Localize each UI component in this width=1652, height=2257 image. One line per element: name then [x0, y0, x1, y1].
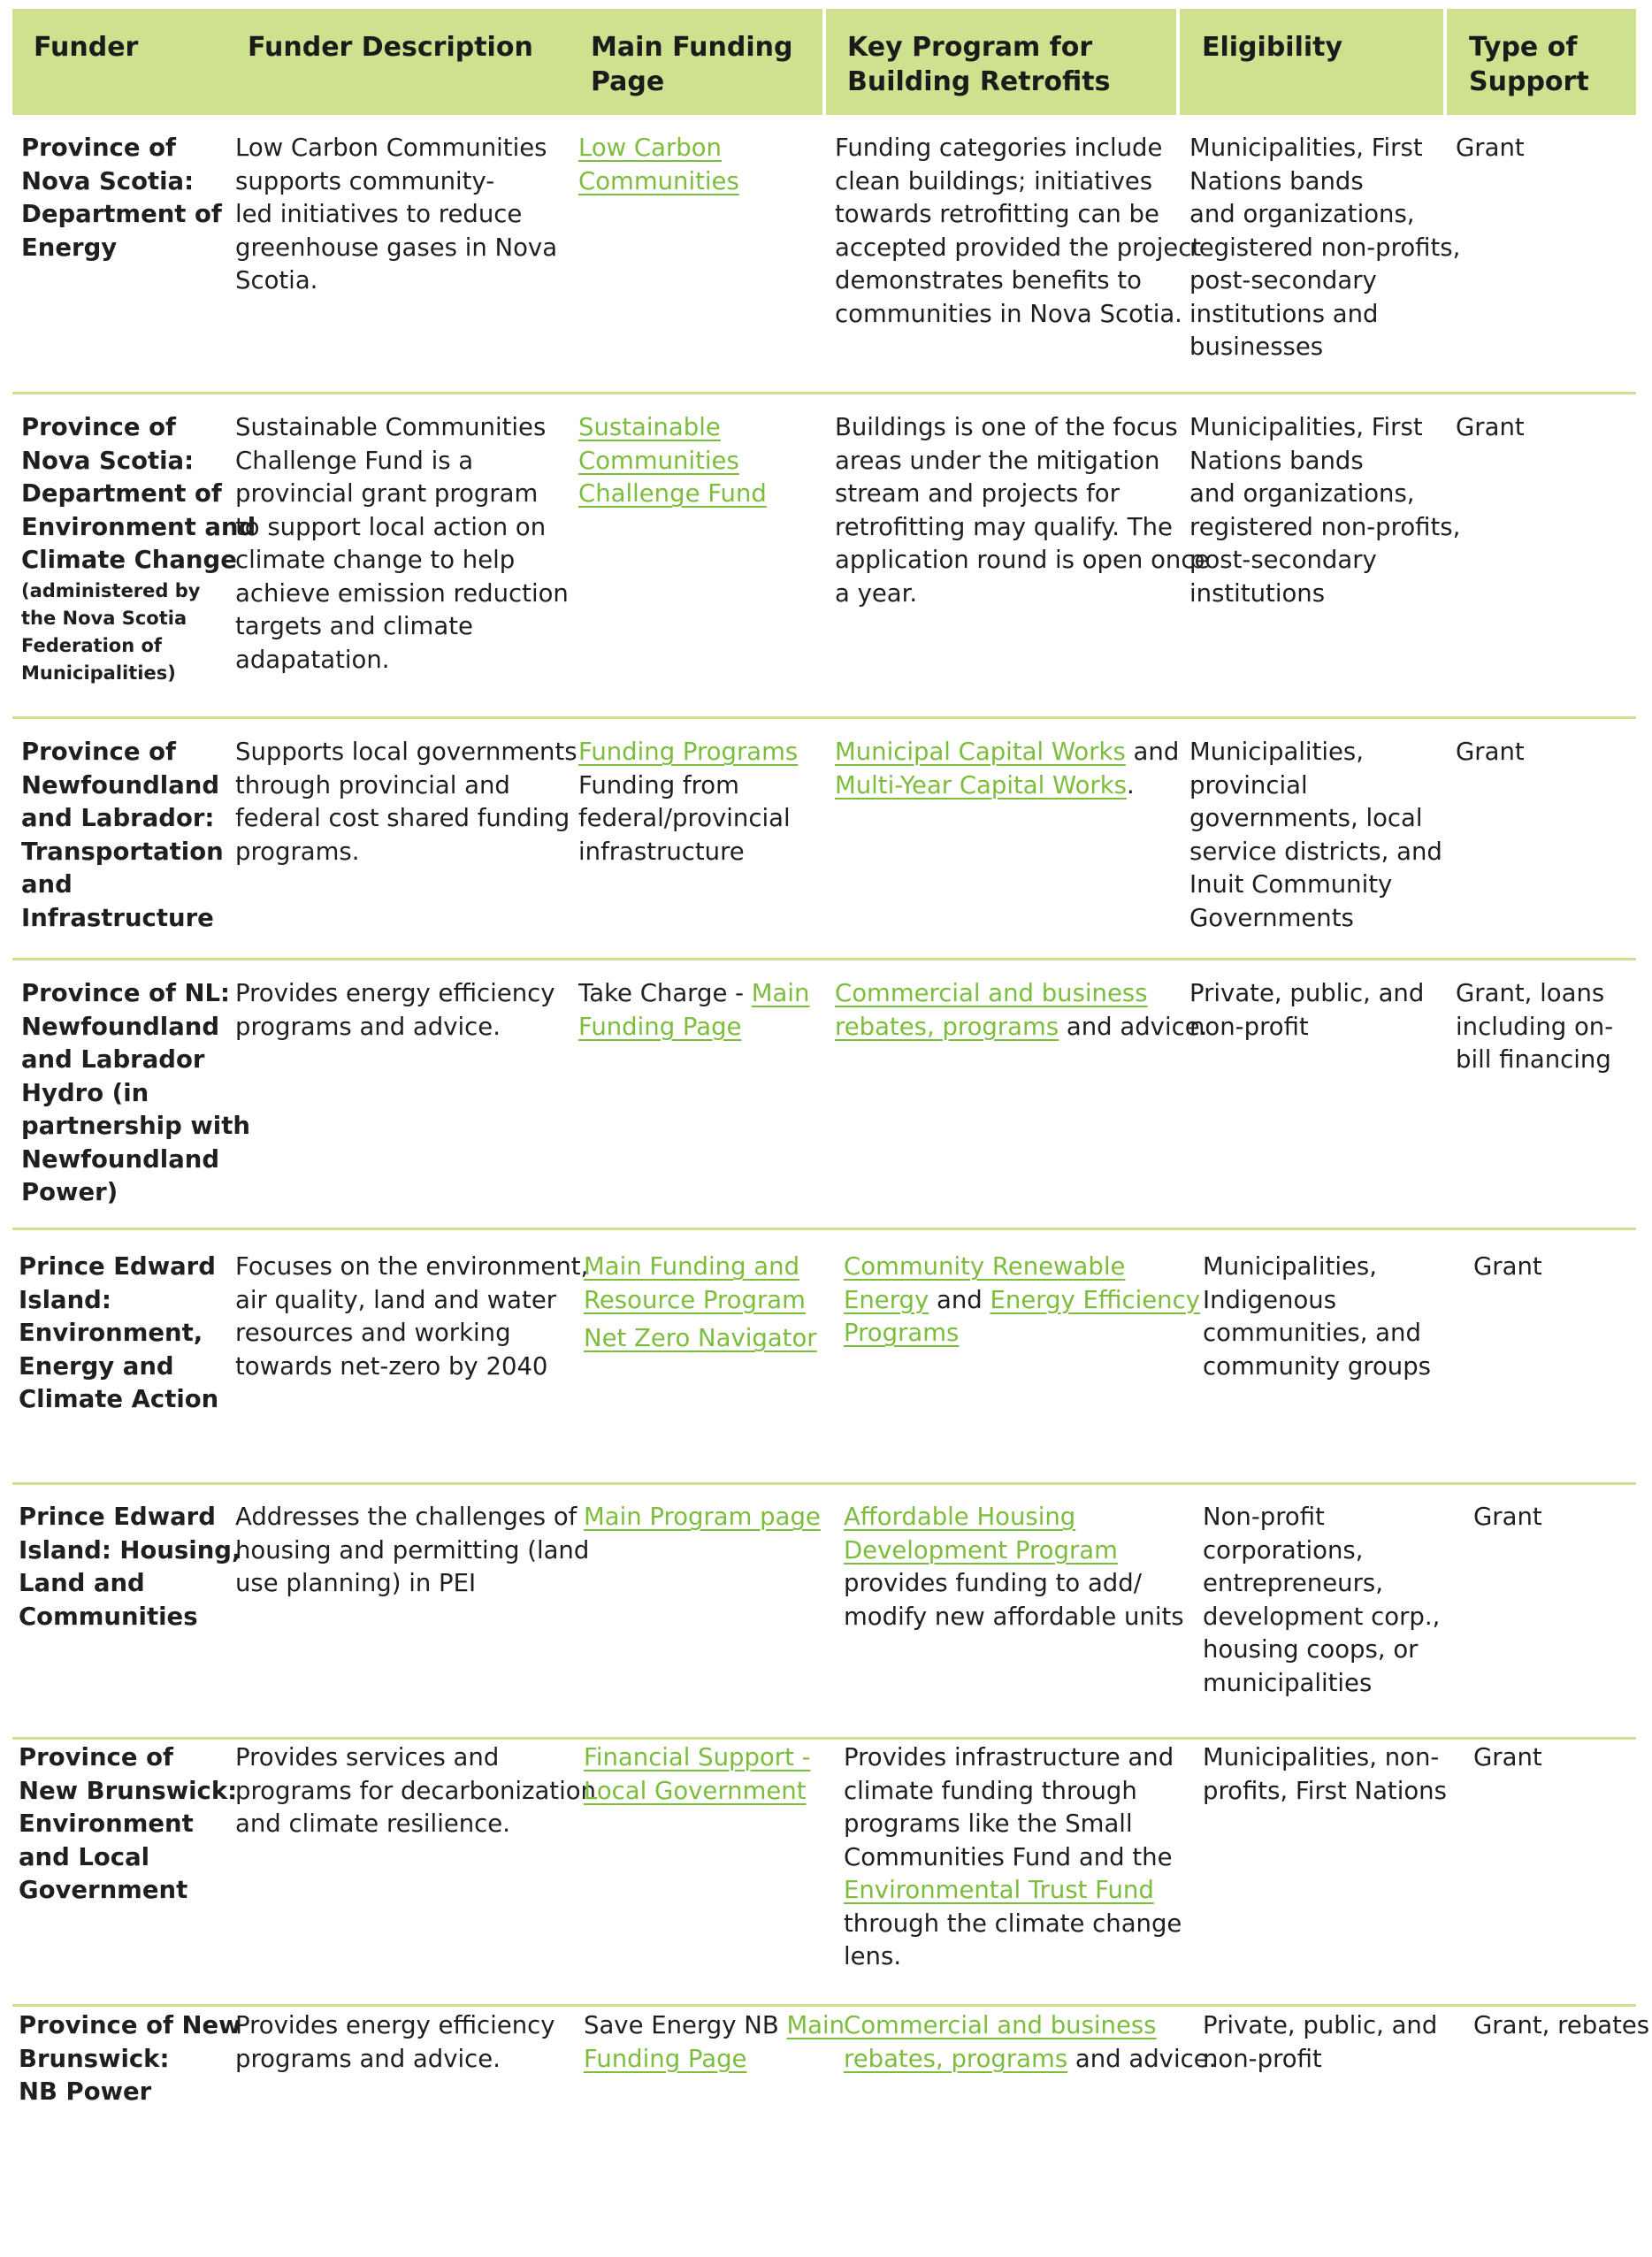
support-type: Grant: [1473, 1252, 1542, 1281]
row-divider: [12, 2004, 1636, 2007]
eligibility: Municipalities, Indigenous communities, and community groups: [1203, 1252, 1432, 1381]
header-main-page: Main Funding Page: [591, 32, 793, 97]
main-funding-link[interactable]: Financial Support - Local Government: [584, 1743, 811, 1805]
header-funder: Funder: [34, 32, 139, 63]
funder-description: Supports local governments through provincial and federal cost shared funding programs.: [235, 738, 577, 866]
funder-description: Sustainable Communities Challenge Fund is a provincial grant program to support local action on climate change to help achieve emission reduction targets and climate adapatation.: [235, 413, 569, 674]
program-text: .: [1126, 770, 1135, 800]
funder-description: Focuses on the environment, air quality, land and water resources and working towards net-zero by 2040: [235, 1252, 589, 1381]
funder-description: Provides energy efficiency programs and advice.: [235, 2011, 555, 2073]
main-funding-prefix: Take Charge -: [578, 979, 752, 1007]
funder-description: Addresses the challenges of housing and permitting (land use planning) in PEI: [235, 1503, 590, 1597]
main-funding-link[interactable]: Low Carbon Communities: [578, 134, 739, 195]
support-type: Grant: [1456, 134, 1525, 162]
header-key-program: Key Program for Building Retrofits: [847, 32, 1111, 97]
net-zero-navigator-link[interactable]: Net Zero Navigator: [584, 1324, 817, 1352]
main-funding-link[interactable]: Main: [786, 2011, 845, 2039]
header-eligibility: Eligibility: [1202, 32, 1343, 63]
eligibility: Municipalities, First Nations bands and organizations, registered non-profits, post-secondary institutions: [1189, 413, 1461, 608]
program-link[interactable]: rebates, programs: [835, 1012, 1059, 1041]
funder-name: Province of Nova Scotia: Department of Energy: [21, 134, 222, 262]
main-funding-prefix: Save Energy NB: [584, 2011, 787, 2039]
row-divider: [12, 958, 1636, 960]
program-text: and advice.: [1067, 2044, 1217, 2073]
main-funding-link[interactable]: Main Program page: [584, 1503, 821, 1531]
main-funding-link[interactable]: Funding Programs: [578, 738, 799, 766]
support-type: Grant, loans including on- bill financing: [1456, 979, 1614, 1074]
program-link[interactable]: Multi-Year Capital Works: [835, 770, 1127, 800]
program-link[interactable]: Environmental Trust Fund: [844, 1876, 1154, 1904]
eligibility: Non-profit corporations, entrepreneurs, development corp., housing coops, or municipalities: [1203, 1503, 1441, 1697]
program-link[interactable]: Commercial and business: [844, 2011, 1157, 2039]
program-link[interactable]: Affordable Housing Development Program: [844, 1503, 1118, 1565]
main-funding-link[interactable]: Main Funding and Resource Program: [584, 1252, 806, 1314]
row-divider: [12, 716, 1636, 719]
program-link[interactable]: rebates, programs: [844, 2044, 1068, 2073]
support-type: Grant: [1456, 413, 1525, 441]
support-type: Grant: [1473, 1503, 1542, 1531]
main-funding-link[interactable]: Funding Page: [578, 1012, 742, 1041]
funder-name: Prince Edward Island: Environment, Energy and Climate Action: [19, 1252, 219, 1413]
header-divider: [822, 9, 826, 115]
main-funding-link[interactable]: Sustainable Communities Challenge Fund: [578, 413, 767, 508]
funder-description: Low Carbon Communities supports community- led initiatives to reduce greenhouse gases in Nova Scotia.: [235, 134, 558, 295]
key-program: Funding categories include clean buildings; initiatives towards retrofitting can be accepted provided the project demonstrates benefits to communities in Nova Scotia.: [835, 134, 1202, 328]
row-divider: [12, 392, 1636, 394]
key-program: Buildings is one of the focus areas under the mitigation stream and projects for retrofitting may qualify. The application round is open once a year.: [835, 413, 1210, 608]
funder-description: Provides energy efficiency programs and advice.: [235, 979, 555, 1041]
header-support: Type of Support: [1469, 32, 1589, 97]
main-funding-link[interactable]: Funding Page: [584, 2044, 747, 2073]
program-text: Provides infrastructure and climate funding through programs like the Small Communities Fund and the: [844, 1743, 1174, 1871]
program-link[interactable]: Programs: [844, 1319, 960, 1347]
eligibility: Municipalities, non- profits, First Nations: [1203, 1743, 1447, 1805]
eligibility: Private, public, and non-profit: [1203, 2011, 1438, 2073]
program-text: provides funding to add/ modify new affordable units: [844, 1569, 1184, 1631]
program-text: and advice.: [1059, 1012, 1208, 1041]
row-divider: [12, 1482, 1636, 1485]
funder-note: (administered by the Nova Scotia Federation of Municipalities): [21, 579, 201, 684]
support-type: Grant, rebates: [1473, 2011, 1650, 2039]
eligibility: Municipalities, provincial governments, local service districts, and Inuit Community Governments: [1189, 738, 1442, 932]
program-link[interactable]: Municipal Capital Works: [835, 738, 1126, 766]
funder-name: Province of Nova Scotia: Department of Environment and Climate Change: [21, 413, 256, 574]
main-funding-note: Funding from federal/provincial infrastructure: [578, 770, 791, 866]
funder-name: Province of New Brunswick: Environment and Local Government: [19, 1743, 238, 1904]
support-type: Grant: [1456, 738, 1525, 766]
funder-name: Province of Newfoundland and Labrador: Transportation and Infrastructure: [21, 738, 224, 932]
main-funding-link[interactable]: Main: [751, 979, 810, 1007]
program-link[interactable]: Energy Efficiency: [990, 1285, 1200, 1314]
header-description: Funder Description: [248, 32, 533, 63]
program-text: and: [929, 1285, 990, 1314]
funder-description: Provides services and programs for decarbonization and climate resilience.: [235, 1743, 596, 1838]
support-type: Grant: [1473, 1743, 1542, 1771]
funder-name: Prince Edward Island: Housing, Land and Communities: [19, 1503, 241, 1631]
row-divider: [12, 1737, 1636, 1740]
program-link[interactable]: Energy: [844, 1285, 929, 1314]
row-divider: [12, 1228, 1636, 1230]
program-text: and: [1125, 738, 1180, 766]
program-text: through the climate change lens.: [844, 1909, 1182, 1970]
header-divider: [1176, 9, 1180, 115]
header-divider: [1443, 9, 1447, 115]
funder-name: Province of NL: Newfoundland and Labrador Hydro (in partnership with Newfoundland Power): [21, 979, 250, 1206]
funder-name: Province of New Brunswick: NB Power: [19, 2011, 241, 2106]
eligibility: Private, public, and non-profit: [1189, 979, 1425, 1041]
eligibility: Municipalities, First Nations bands and organizations, registered non-profits, post-secondary institutions and businesses: [1189, 134, 1461, 361]
program-link[interactable]: Commercial and business: [835, 979, 1148, 1007]
program-link[interactable]: Community Renewable: [844, 1252, 1126, 1281]
